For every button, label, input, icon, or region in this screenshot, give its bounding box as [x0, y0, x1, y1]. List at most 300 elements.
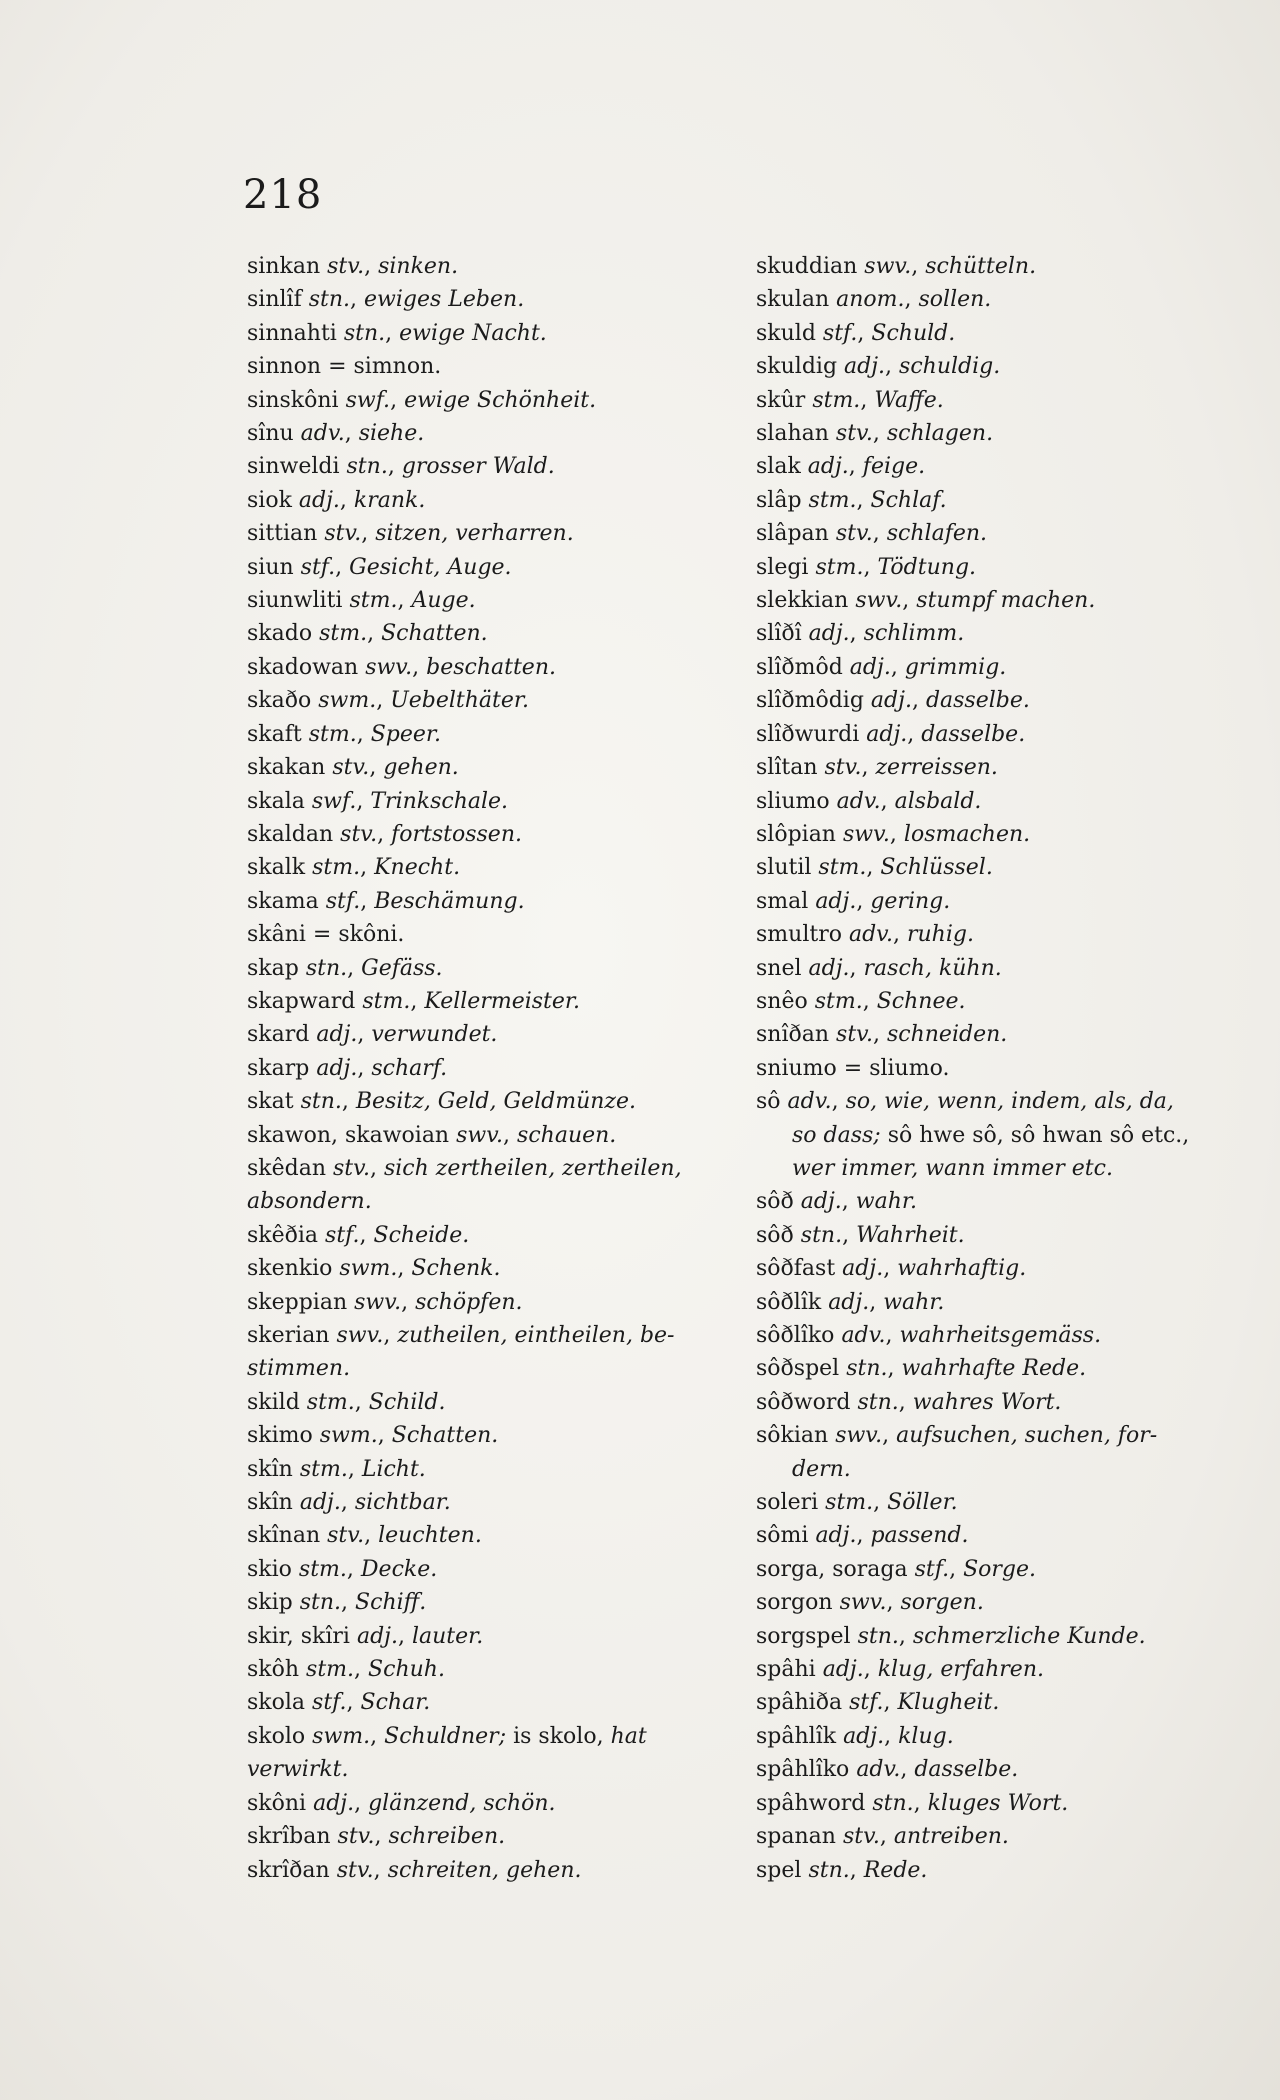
entry-headword: sôðlîko [756, 1323, 835, 1348]
dictionary-entry: skerian swv., zutheilen, eintheilen, be- [247, 1323, 675, 1348]
entry-translation: Schatten. [391, 1423, 499, 1449]
entry-headword: sôðspel [756, 1356, 840, 1382]
entry-headword: slîtan [756, 755, 818, 781]
dictionary-entry: sliumo adv., alsbald. [756, 788, 982, 814]
dictionary-entry: smal adj., gering. [756, 888, 951, 914]
entry-headword: soleri [756, 1490, 819, 1516]
dictionary-entry: sorgspel stn., schmerzliche Kunde. [756, 1623, 1146, 1649]
entry-translation: fortstossen. [391, 821, 522, 847]
dictionary-entry [247, 918, 717, 951]
entry-grammar: stm. [812, 387, 861, 413]
entry-grammar: stn. [846, 1356, 888, 1382]
dictionary-entry: skîn adj., sichtbar. [247, 1490, 451, 1516]
entry-grammar: swv. [456, 1122, 504, 1148]
dictionary-entry [756, 1119, 1246, 1152]
entry-headword: skrîðan [247, 1857, 330, 1883]
dictionary-entry: skolo swm., Schuldner; is skolo, hat [247, 1723, 647, 1749]
dictionary-entry: skimo swm., Schatten. [247, 1423, 499, 1449]
dictionary-entry: slutil stm., Schlüssel. [756, 855, 993, 881]
entry-translation: klug. [898, 1723, 954, 1749]
entry-translation: Beschämung. [374, 888, 525, 914]
entry-headword: sinlîf [247, 287, 302, 313]
entry-headword: skap [247, 955, 299, 981]
entry-translation: Kellermeister. [424, 988, 581, 1014]
entry-translation: siehe. [358, 421, 425, 447]
entry-grammar: stn. [857, 1389, 899, 1415]
entry-translation: schreiten, gehen. [387, 1857, 582, 1883]
entry-headword: skaldan [247, 821, 334, 847]
entry-grammar: adj. [822, 1657, 864, 1683]
entry-grammar: adj. [844, 354, 886, 380]
entry-grammar: stv. [835, 521, 873, 547]
entry-translation: gering. [870, 888, 951, 914]
dictionary-entry: slôpian swv., losmachen. [756, 821, 1031, 847]
dictionary-entry: skap stn., Gefäss. [247, 955, 443, 981]
dictionary-entry: skulan anom., sollen. [756, 287, 992, 313]
entry-headword: slegi [756, 554, 809, 580]
entry-translation: so, wie, wenn, indem, als, da, [845, 1089, 1174, 1115]
dictionary-entry: sittian stv., sitzen, verharren. [247, 521, 574, 547]
right-column [756, 250, 1246, 1887]
entry-headword: skulan [756, 287, 830, 313]
entry-headword: sliumo [756, 788, 830, 814]
entry-translation: Gesicht, Auge. [349, 554, 512, 580]
dictionary-entry: snîðan stv., schneiden. [756, 1022, 1008, 1048]
dictionary-entry: skîn stm., Licht. [247, 1456, 426, 1482]
entry-grammar: stm. [808, 487, 857, 513]
entry-translation: Uebelthäter. [390, 688, 529, 714]
entry-translation: schöpfen. [415, 1289, 523, 1315]
entry-headword: skeppian [247, 1289, 348, 1315]
entry-translation: antreiben. [893, 1824, 1009, 1850]
entry-headword: siun [247, 554, 294, 580]
entry-translation: Scheide. [373, 1222, 470, 1248]
dictionary-entry: skakan stv., gehen. [247, 755, 459, 781]
entry-headword: sinskôni [247, 387, 339, 413]
entry-translation: sitzen, verharren. [375, 521, 574, 547]
dictionary-entry: slegi stm., Tödtung. [756, 554, 977, 580]
entry-translation: Auge. [411, 588, 476, 614]
entry-translation: Schnee. [876, 988, 966, 1014]
dictionary-entry: sorgon swv., sorgen. [756, 1590, 984, 1616]
dictionary-entry [247, 1753, 717, 1786]
entry-headword: skuddian [756, 254, 858, 279]
entry-grammar: stv. [337, 1824, 375, 1850]
entry-headword: slak [756, 454, 801, 480]
entry-translation: schlagen. [886, 421, 994, 447]
entry-grammar: stv. [824, 755, 862, 781]
entry-grammar: adj. [866, 721, 908, 747]
entry-grammar: stv. [327, 1523, 365, 1549]
entry-translation: sichtbar. [354, 1490, 451, 1516]
dictionary-entry: siun stf., Gesicht, Auge. [247, 554, 512, 580]
entry-translation: glänzend, schön. [368, 1790, 556, 1816]
dictionary-entry: sôð adj., wahr. [756, 1189, 918, 1215]
dictionary-entry: spâhi adj., klug, erfahren. [756, 1657, 1044, 1683]
entry-grammar: stf. [822, 320, 858, 346]
entry-grammar: stm. [299, 1456, 348, 1482]
dictionary-entry: soleri stm., Söller. [756, 1490, 958, 1516]
entry-headword: skalk [247, 855, 306, 881]
dictionary-entry: skip stn., Schiff. [247, 1590, 427, 1616]
entry-headword: snêo [756, 988, 808, 1014]
entry-grammar: stf. [325, 888, 361, 914]
entry-headword: sorgon [756, 1590, 833, 1616]
entry-translation: Schiff. [355, 1590, 427, 1616]
entry-translation: rasch, kühn. [863, 955, 1002, 981]
dictionary-entry: skuld stf., Schuld. [756, 320, 956, 346]
entry-grammar: adj. [316, 1055, 358, 1081]
entry-grammar: stv. [332, 755, 370, 781]
entry-headword: skîn [247, 1490, 293, 1516]
entry-grammar: stv. [842, 1824, 880, 1850]
dictionary-entry: sôðlîk adj., wahr. [756, 1289, 945, 1315]
entry-headword: skâni = skôni. [247, 922, 405, 948]
entry-grammar: stv. [333, 1155, 370, 1181]
dictionary-entry: skadowan swv., beschatten. [247, 654, 556, 680]
entry-headword: skip [247, 1590, 293, 1616]
entry-grammar: stf. [300, 554, 336, 580]
entry-headword: slahan [756, 421, 829, 447]
dictionary-entry: sinskôni swf., ewige Schönheit. [247, 387, 597, 413]
dictionary-entry: sôðlîko adv., wahrheitsgemäss. [756, 1323, 1102, 1348]
entry-headword: skêðia [247, 1222, 319, 1248]
entry-headword: slîðî [756, 621, 802, 647]
entry-grammar: stn. [299, 1590, 342, 1616]
entry-grammar: stv. [836, 1022, 873, 1048]
entry-grammar: swv. [864, 254, 912, 279]
dictionary-entry: skînan stv., leuchten. [247, 1523, 482, 1549]
dictionary-entry: smultro adv., ruhig. [756, 922, 974, 948]
entry-translation: schauen. [517, 1122, 617, 1148]
dictionary-entry: slîðmôd adj., grimmig. [756, 654, 1007, 680]
dictionary-entry: skama stf., Beschämung. [247, 888, 525, 914]
dictionary-entry [247, 1185, 717, 1218]
entry-grammar: stf. [849, 1690, 884, 1716]
entry-grammar: swv. [842, 821, 890, 847]
entry-headword: skenkio [247, 1256, 333, 1282]
entry-headword: spâhlîko [756, 1757, 850, 1783]
dictionary-entry: slâpan stv., schlafen. [756, 521, 988, 547]
entry-grammar: stv. [336, 1857, 374, 1883]
entry-translation: Decke. [360, 1556, 438, 1582]
dictionary-entry: slîðwurdi adj., dasselbe. [756, 721, 1026, 747]
entry-grammar: stn. [800, 1222, 843, 1248]
dictionary-entry: sôðword stn., wahres Wort. [756, 1389, 1062, 1415]
entry-headword: sôðfast [756, 1256, 836, 1282]
entry-headword: slutil [756, 855, 812, 881]
dictionary-entry: spâhiða stf., Klugheit. [756, 1690, 1000, 1716]
dictionary-entry: skola stf., Schar. [247, 1690, 431, 1716]
entry-headword: skîn [247, 1456, 293, 1482]
entry-headword: spâhiða [756, 1690, 843, 1716]
entry-grammar: adv. [300, 421, 345, 447]
entry-grammar: stm. [362, 988, 411, 1014]
dictionary-entry: slahan stv., schlagen. [756, 421, 994, 447]
entry-headword: skûr [756, 387, 806, 413]
dictionary-entry: skard adj., verwundet. [247, 1022, 498, 1048]
entry-headword: siok [247, 487, 292, 513]
entry-translation: schreiben. [388, 1824, 506, 1850]
entry-continuation: so dass; [792, 1122, 881, 1148]
entry-continuation: absondern. [247, 1189, 372, 1215]
entry-translation: gehen. [383, 755, 459, 781]
dictionary-entry: skaft stm., Speer. [247, 721, 442, 747]
entry-grammar: stm. [306, 1389, 355, 1415]
entry-grammar: stf. [914, 1556, 950, 1582]
entry-headword: skuld [756, 320, 816, 346]
entry-grammar: stn. [343, 320, 386, 346]
entry-translation: Speer. [370, 721, 442, 747]
entry-headword: skerian [247, 1323, 330, 1348]
entry-grammar: adv. [841, 1323, 886, 1348]
entry-headword: sôkian [756, 1423, 829, 1449]
entry-headword: sinnon = simnon. [247, 354, 442, 380]
dictionary-entry: skaðo swm., Uebelthäter. [247, 688, 529, 714]
entry-translation: klug, erfahren. [877, 1657, 1044, 1683]
entry-translation: leuchten. [378, 1523, 482, 1549]
entry-grammar: adv. [856, 1757, 901, 1783]
entry-translation: Schild. [368, 1389, 446, 1415]
entry-headword: spanan [756, 1824, 836, 1850]
entry-grammar: adj. [849, 654, 891, 680]
entry-headword: slîðmôd [756, 654, 843, 680]
entry-grammar: adj. [842, 1256, 884, 1282]
entry-grammar: stm. [319, 621, 368, 647]
entry-grammar: stn. [300, 1089, 342, 1115]
entry-example-translation: hat [610, 1723, 647, 1749]
entry-grammar: swv. [839, 1590, 887, 1616]
entry-grammar: stn. [808, 1857, 850, 1883]
dictionary-entry: slekkian swv., stumpf machen. [756, 588, 1096, 614]
dictionary-entry: skapward stm., Kellermeister. [247, 988, 581, 1014]
entry-translation: Schuh. [368, 1657, 445, 1683]
dictionary-entry: sinkan stv., sinken. [247, 254, 459, 279]
entry-grammar: stm. [306, 1657, 355, 1683]
entry-grammar: stm. [825, 1490, 874, 1516]
entry-translation: zerreissen. [875, 755, 998, 781]
entry-grammar: stm. [815, 554, 864, 580]
entry-grammar: swm. [339, 1256, 398, 1282]
entry-translation: Schenk. [411, 1256, 501, 1282]
entry-translation: wahr. [855, 1189, 918, 1215]
entry-headword: slekkian [756, 588, 849, 614]
entry-headword: skakan [247, 755, 326, 781]
entry-headword: spel [756, 1857, 802, 1883]
entry-grammar: adj. [870, 688, 912, 714]
entry-headword: slâpan [756, 521, 829, 547]
entry-translation: wahres Wort. [912, 1389, 1062, 1415]
entry-headword: slîðmôdig [756, 688, 864, 714]
entry-headword: skaft [247, 721, 302, 747]
entry-headword: skrîban [247, 1824, 331, 1850]
entry-grammar: adj. [807, 454, 849, 480]
dictionary-entry: skuldig adj., schuldig. [756, 354, 1001, 380]
entry-headword: skama [247, 888, 319, 914]
dictionary-entry: skrîðan stv., schreiten, gehen. [247, 1857, 582, 1883]
dictionary-entry: sômi adj., passend. [756, 1523, 969, 1549]
entry-headword: skado [247, 621, 313, 647]
dictionary-entry: sôðspel stn., wahrhafte Rede. [756, 1356, 1087, 1382]
entry-translation: passend. [870, 1523, 969, 1549]
entry-headword: snel [756, 955, 802, 981]
entry-headword: skadowan [247, 654, 359, 680]
entry-grammar: stm. [818, 855, 867, 881]
dictionary-entry: slâp stm., Schlaf. [756, 487, 947, 513]
entry-translation: lauter. [411, 1623, 484, 1649]
entry-translation: Schlüssel. [880, 855, 993, 881]
dictionary-entry: siok adj., krank. [247, 487, 426, 513]
entry-translation: Sorge. [963, 1556, 1037, 1582]
entry-grammar: stm. [298, 1556, 347, 1582]
entry-translation: Gefäss. [361, 955, 443, 981]
dictionary-entry: skir, skîri adj., lauter. [247, 1623, 484, 1649]
dictionary-entry [756, 1052, 1246, 1085]
entry-headword: slôpian [756, 821, 836, 847]
entry-grammar: adj. [356, 1623, 398, 1649]
dictionary-entry: skado stm., Schatten. [247, 621, 488, 647]
entry-grammar: adj. [299, 1490, 341, 1516]
dictionary-entry [756, 1453, 1246, 1486]
dictionary-entry: sôðfast adj., wahrhaftig. [756, 1256, 1027, 1282]
dictionary-entry: skêðia stf., Scheide. [247, 1222, 470, 1248]
entry-grammar: stn. [305, 955, 348, 981]
entry-continuation: stimmen. [247, 1356, 351, 1382]
entry-headword: sôð [756, 1189, 794, 1215]
entry-headword: skôni [247, 1790, 307, 1816]
dictionary-entry: sinlîf stn., ewiges Leben. [247, 287, 525, 313]
dictionary-entry: skaldan stv., fortstossen. [247, 821, 522, 847]
dictionary-entry: skio stm., Decke. [247, 1556, 438, 1582]
dictionary-entry [247, 350, 717, 383]
dictionary-entry [756, 1152, 1246, 1185]
entry-translation: krank. [353, 487, 426, 513]
entry-grammar: stn. [346, 454, 388, 480]
entry-grammar: swm. [318, 688, 377, 714]
entry-grammar: adv. [848, 922, 893, 948]
entry-headword: snîðan [756, 1022, 830, 1048]
dictionary-entry: sinweldi stn., grosser Wald. [247, 454, 555, 480]
entry-grammar: stv. [324, 521, 362, 547]
entry-translation: dasselbe. [914, 1757, 1019, 1783]
entry-translation: Trinkschale. [370, 788, 509, 814]
entry-translation: feige. [862, 454, 926, 480]
dictionary-entry: snel adj., rasch, kühn. [756, 955, 1002, 981]
entry-grammar: stm. [814, 988, 863, 1014]
entry-continuation: dern. [792, 1456, 851, 1482]
entry-headword: sorgspel [756, 1623, 851, 1649]
entry-translation: Söller. [887, 1490, 958, 1516]
dictionary-entry: skêdan stv., sich zertheilen, zertheilen, [247, 1155, 682, 1181]
entry-headword: skola [247, 1690, 306, 1716]
entry-translation: verwundet. [371, 1022, 498, 1048]
entry-grammar: adj. [808, 621, 850, 647]
entry-translation: kluges Wort. [927, 1790, 1069, 1816]
dictionary-entry: sô adv., so, wie, wenn, indem, als, da, [756, 1089, 1174, 1115]
entry-translation: zutheilen, eintheilen, be- [397, 1323, 675, 1348]
entry-translation: stumpf machen. [916, 588, 1096, 614]
dictionary-entry: skôni adj., glänzend, schön. [247, 1790, 556, 1816]
entry-grammar: adv. [836, 788, 881, 814]
entry-headword: skolo [247, 1723, 306, 1749]
entry-translation: sinken. [378, 254, 459, 279]
entry-headword: sô [756, 1089, 781, 1115]
entry-translation: wahr. [883, 1289, 945, 1315]
entry-headword: spâhi [756, 1657, 816, 1683]
entry-grammar: adj. [313, 1790, 355, 1816]
entry-translation: ewiges Leben. [364, 287, 525, 313]
entry-translation: schneiden. [886, 1022, 1008, 1048]
entry-grammar: anom. [836, 287, 905, 313]
entry-headword: skimo [247, 1423, 313, 1449]
entry-headword: sôðword [756, 1389, 851, 1415]
entry-headword: skôh [247, 1657, 300, 1683]
entry-grammar: adj. [815, 888, 857, 914]
entry-grammar: adj. [298, 487, 340, 513]
dictionary-entry: skala swf., Trinkschale. [247, 788, 509, 814]
entry-translation: Schar. [360, 1690, 431, 1716]
entry-grammar: swv. [336, 1323, 384, 1348]
entry-headword: smultro [756, 922, 842, 948]
entry-headword: skarp [247, 1055, 310, 1081]
left-column [247, 250, 717, 1887]
entry-translation: Schatten. [381, 621, 488, 647]
entry-grammar: swv. [365, 654, 413, 680]
entry-grammar: adj. [316, 1022, 358, 1048]
entry-grammar: stn. [857, 1623, 899, 1649]
dictionary-entry: sôkian swv., aufsuchen, suchen, for- [756, 1423, 1158, 1449]
entry-headword: spâhlîk [756, 1723, 837, 1749]
entry-translation: sollen. [918, 287, 992, 313]
dictionary-entry: skat stn., Besitz, Geld, Geldmünze. [247, 1089, 637, 1115]
dictionary-entry: spanan stv., antreiben. [756, 1824, 1009, 1850]
dictionary-entry: slîðmôdig adj., dasselbe. [756, 688, 1030, 714]
dictionary-entry [247, 1352, 717, 1385]
entry-grammar: stf. [312, 1690, 347, 1716]
entry-continuation: sô hwe sô, sô hwan sô etc., [880, 1122, 1190, 1148]
entry-translation: dasselbe. [921, 721, 1026, 747]
entry-grammar: adj. [815, 1523, 857, 1549]
entry-translation: schlimm. [863, 621, 965, 647]
entry-continuation: verwirkt. [247, 1757, 349, 1783]
entry-grammar: swm. [312, 1723, 371, 1749]
entry-headword: skînan [247, 1523, 321, 1549]
dictionary-entry: sôð stn., Wahrheit. [756, 1222, 965, 1248]
entry-grammar: adj. [808, 955, 850, 981]
entry-headword: skir, skîri [247, 1623, 350, 1649]
entry-grammar: stn. [308, 287, 351, 313]
entry-grammar: swv. [835, 1423, 883, 1449]
entry-grammar: stm. [308, 721, 357, 747]
entry-headword: skapward [247, 988, 356, 1014]
entry-headword: skild [247, 1389, 300, 1415]
entry-translation: scharf. [371, 1055, 448, 1081]
entry-translation: dasselbe. [925, 688, 1030, 714]
entry-translation: schmerzliche Kunde. [912, 1623, 1146, 1649]
entry-translation: Licht. [361, 1456, 426, 1482]
entry-headword: sômi [756, 1523, 809, 1549]
entry-headword: sorga, soraga [756, 1556, 908, 1582]
entry-translation: losmachen. [903, 821, 1031, 847]
dictionary-entry: slîtan stv., zerreissen. [756, 755, 998, 781]
entry-headword: sôð [756, 1222, 794, 1248]
entry-headword: skuldig [756, 354, 838, 380]
entry-translation: wahrhafte Rede. [901, 1356, 1087, 1382]
entry-translation: ruhig. [906, 922, 974, 948]
entry-headword: skard [247, 1022, 310, 1048]
entry-continuation: wer immer, wann immer etc. [792, 1155, 1113, 1181]
entry-translation: schuldig. [899, 354, 1001, 380]
